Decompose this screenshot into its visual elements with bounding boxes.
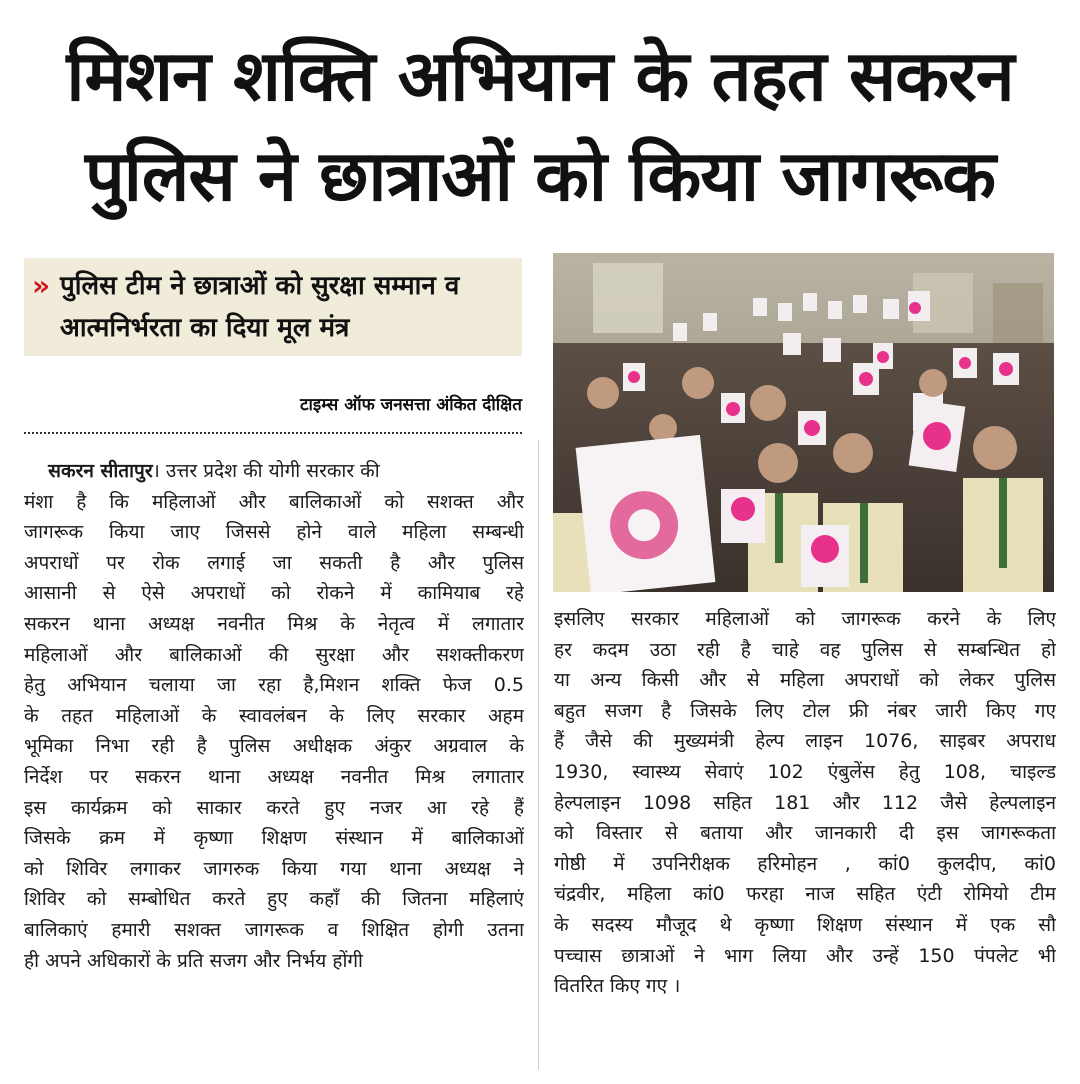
article-column-2 (554, 604, 1056, 1066)
article-line: हेतु अभियान चलाया जा रहा है,मिशन शक्ति फेज 0.5 (24, 674, 524, 697)
article-line: जिसके क्रम में कृष्णा शिक्षण संस्थान में बालिकाओं (24, 827, 524, 850)
article-line: बालिकाएं हमारी सशक्त जागरूक व शिक्षित होगी उतना (24, 918, 524, 941)
article-line: ही अपने अधिकारों के प्रति सजग और निर्भय होंगी (24, 949, 363, 972)
article-line: पच्चास छात्राओं ने भाग लिया और उन्हें 150 पंपलेट भी (554, 944, 1056, 967)
headline-line-1: मिशन शक्ति अभियान के तहत सकरन (66, 35, 1014, 117)
article-line: सकरन थाना अध्यक्ष नवनीत मिश्र के नेतृत्व में लगातार (24, 612, 524, 635)
article-line: आसानी से ऐसे अपराधों को रोकने में कामियाब रहे (24, 582, 524, 605)
article-line: अपराधों पर रोक लगाई जा सकती है और पुलिस (24, 551, 524, 574)
byline: टाइम्स ऑफ जनसत्ता अंकित दीक्षित (299, 395, 522, 415)
headline-line-2: पुलिस ने छात्राओं को किया जागरूक (84, 135, 996, 217)
subheadline-line-1: पुलिस टीम ने छात्राओं को सुरक्षा सम्मान व (60, 271, 460, 301)
article-line: वितरित किए गए । (554, 975, 681, 998)
article-line: भूमिका निभा रही है पुलिस अधीक्षक अंकुर अग्रवाल के (24, 735, 524, 758)
article-line: निर्देश पर सकरन थाना अध्यक्ष नवनीत मिश्र लगातार (24, 765, 524, 788)
article-line: शिविर को सम्बोधित करते हुए कहाँ की जितना महिलाएं (24, 888, 524, 911)
article-line: बहुत सजग है जिसके लिए टोल फ्री नंबर जारी किए गए (554, 699, 1056, 722)
article-line: के सदस्य मौजूद थे कृष्णा शिक्षण संस्थान में एक सौ (554, 913, 1056, 936)
article-line: जागरूक किया जाए जिससे होने वाले महिला सम्बन्धी (24, 521, 524, 544)
article-line: चंद्रवीर, महिला कां0 फरहा नाज सहित एंटी रोमियो टीम (554, 883, 1056, 906)
chevron-right-icon: » (32, 269, 51, 302)
article-line: महिलाओं और बालिकाओं की सुरक्षा और सशक्तीकरण (24, 643, 524, 666)
article-line: हेल्पलाइन 1098 सहित 181 और 112 जैसे हेल्पलाइन (554, 791, 1056, 814)
article-line: या अन्य किसी और से महिला अपराधों को लेकर पुलिस (554, 669, 1056, 692)
article-line: को विस्तार से बताया और जानकारी दी इस जागरूकता (554, 822, 1056, 845)
article-line: इस कार्यक्रम को साकार करते हुए नजर आ रहे हैं (24, 796, 524, 819)
news-photo (553, 253, 1054, 592)
column-rule (538, 440, 539, 1070)
article-line: हैं जैसे की मुख्यमंत्री हेल्प लाइन 1076, साइबर अपराध (554, 730, 1056, 753)
article-line: के तहत महिलाओं के स्वावलंबन के लिए सरकार अहम (24, 704, 524, 727)
article-line: गोष्ठी में उपनिरीक्षक हरिमोहन , कां0 कुलदीप, कां0 (554, 852, 1056, 875)
dateline: सकरन सीतापुर (48, 460, 153, 482)
article-line: 1930, स्वास्थ्य सेवाएं 102 एंबुलेंस हेतु 108, चाइल्ड (554, 760, 1056, 783)
subheadline-line-2: आत्मनिर्भरता का दिया मूल मंत्र (60, 313, 350, 343)
dotted-divider (24, 432, 522, 434)
news-photo-illustration (553, 253, 1054, 592)
subheadline-box (24, 258, 522, 356)
article-line: को शिविर लगाकर जागरुक किया गया थाना अध्यक्ष ने (24, 857, 524, 880)
article-line: मंशा है कि महिलाओं और बालिकाओं को सशक्त और (24, 490, 524, 513)
article-line: हर कदम उठा रही है चाहे वह पुलिस से सम्बन्धित हो (554, 638, 1056, 661)
article-column-1 (24, 456, 524, 1068)
article-line: इसलिए सरकार महिलाओं को जागरूक करने के लिए (554, 608, 1056, 630)
article-line: सकरन सीतापुर। उत्तर प्रदेश की योगी सरकार की (48, 460, 380, 482)
